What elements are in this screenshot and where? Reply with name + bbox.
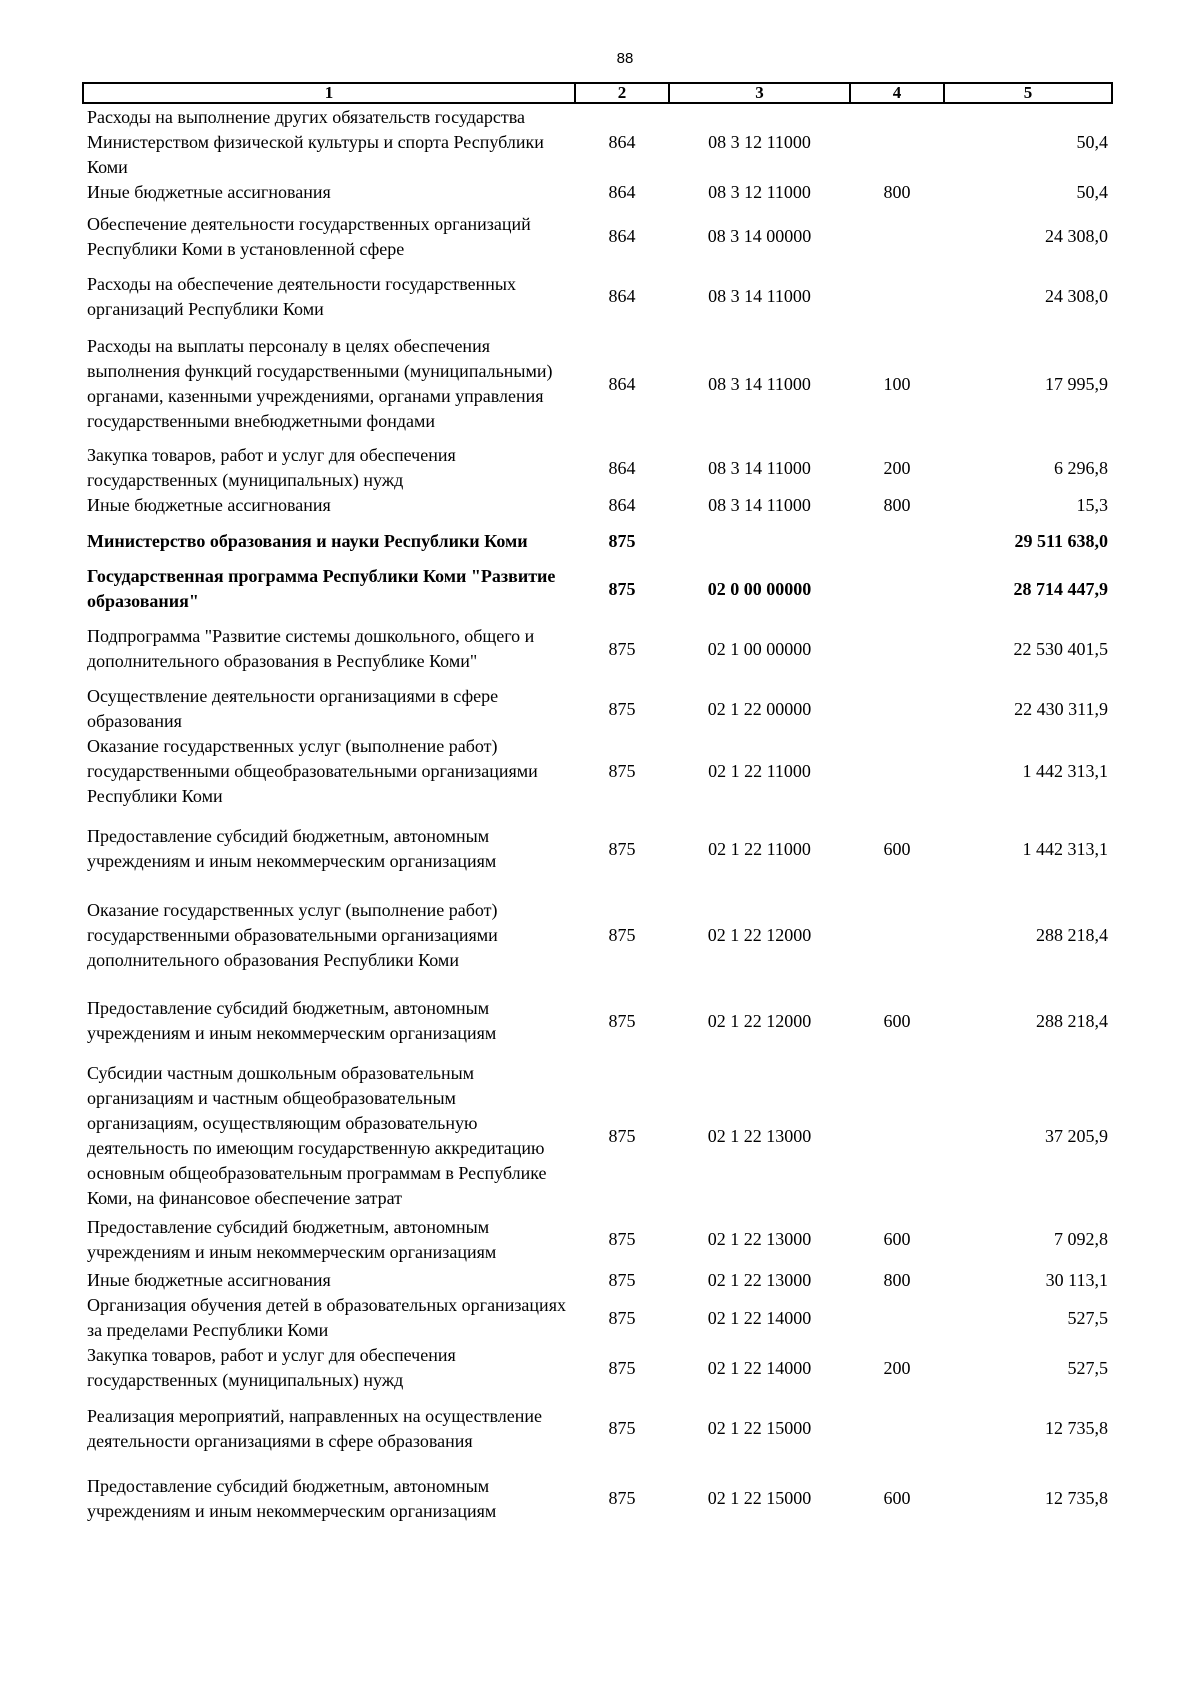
row-name: Оказание государственных услуг (выполнение работ) государственными образовательными организациями дополнительного образования Республики Коми [87,899,498,970]
row-purpose-code: 02 1 22 15000 [707,1418,812,1438]
row-purpose-code: 08 3 12 11000 [708,182,811,202]
row-purpose-code: 08 3 14 11000 [708,457,811,478]
table-row [83,518,1112,564]
row-expense-type [850,734,944,809]
row-ministry-code: 875 [608,924,636,945]
row-name: Субсидии частным дошкольным образовательным организациям и частным общеобразовательным организациям, осуществляющим образовательную деятельность по имеющим государственную аккредитацию основным общеобразовательным программам в Республике Коми, на финансовое обеспечение затрат [87,1063,547,1208]
table-row [83,684,1112,734]
row-expense-type: 200 [883,1357,911,1378]
row-name: Министерство образования и науки Республики Коми [87,530,528,551]
row-expense-type: 600 [883,1010,911,1031]
row-expense-type: 800 [883,495,911,515]
table-row [83,1061,1112,1211]
row-name: Предоставление субсидий бюджетным, автономным учреждениям и иным некоммерческим организациям [87,998,497,1043]
row-expense-type [850,889,944,981]
table-row [83,325,1112,443]
row-amount: 6 296,8 [1054,457,1108,478]
row-name: Государственная программа Республики Коми "Развитие образования" [87,566,556,611]
row-expense-type: 200 [883,457,911,478]
row-purpose-code: 02 1 22 13000 [707,1229,812,1249]
table-row [83,889,1112,981]
row-amount: 24 308,0 [1045,286,1108,306]
row-ministry-code: 875 [608,1229,636,1249]
table-row [83,809,1112,889]
row-name: Реализация мероприятий, направленных на осуществление деятельности организациями в сфере образования [87,1405,543,1451]
row-purpose-code: 08 3 14 00000 [707,226,812,246]
row-ministry-code: 864 [608,286,636,306]
row-amount: 29 511 638,0 [1014,530,1108,551]
row-name: Иные бюджетные ассигнования [87,1270,331,1290]
row-ministry-code: 875 [608,1125,636,1146]
row-amount: 30 113,1 [1045,1270,1108,1290]
row-name: Подпрограмма "Развитие системы дошкольного, общего и дополнительного образования в Республике Коми" [87,626,535,671]
row-amount: 50,4 [1076,182,1108,202]
row-expense-type [850,564,944,614]
row-name: Закупка товаров, работ и услуг для обеспечения государственных (муниципальных) нужд [87,1345,456,1390]
row-amount: 15,3 [1076,495,1108,515]
header-col-name: 1 [83,83,575,103]
row-purpose-code: 02 1 22 11000 [708,838,811,859]
row-amount: 527,5 [1067,1357,1108,1378]
row-purpose-code: 02 1 22 11000 [708,761,811,781]
row-expense-type: 600 [883,1488,911,1508]
table-row [83,1464,1112,1533]
row-name: Оказание государственных услуг (выполнение работ) государственными общеобразовательными организациями Республики Коми [87,736,538,806]
row-ministry-code: 875 [608,530,636,551]
row-amount: 50,4 [1076,131,1108,152]
row-name: Обеспечение деятельности государственных организаций Республики Коми в установленной сфере [87,213,531,259]
table-row [83,205,1112,268]
row-ministry-code: 864 [608,457,636,478]
table-row [83,1211,1112,1268]
row-expense-type [850,614,944,684]
row-purpose-code: 08 3 14 11000 [708,495,811,515]
table-row [83,493,1112,518]
row-amount: 22 430 311,9 [1014,698,1108,719]
table-row [83,614,1112,684]
row-name: Предоставление субсидий бюджетным, автономным учреждениям и иным некоммерческим организациям [87,1216,497,1262]
header-col-amount: 5 [944,83,1112,103]
row-amount: 288 218,4 [1036,924,1108,945]
row-amount: 7 092,8 [1054,1229,1108,1249]
row-ministry-code: 875 [608,578,636,599]
row-ministry-code: 875 [608,638,636,659]
row-amount: 12 735,8 [1045,1418,1108,1438]
table-row [83,180,1112,205]
row-amount: 1 442 313,1 [1022,761,1108,781]
row-expense-type [850,518,944,564]
row-expense-type [850,684,944,734]
row-expense-type [850,268,944,325]
row-expense-type [850,103,944,180]
row-expense-type [850,1393,944,1464]
budget-table [82,82,1113,1533]
row-purpose-code: 02 1 22 14000 [707,1307,812,1328]
row-ministry-code: 864 [608,226,636,246]
table-row [83,103,1112,180]
row-amount: 24 308,0 [1045,226,1108,246]
row-ministry-code: 875 [608,1270,636,1290]
header-col-type: 4 [850,83,944,103]
table-row [83,981,1112,1061]
row-purpose-code: 02 1 22 12000 [707,924,812,945]
row-name: Организация обучения детей в образовательных организациях за пределами Республики Коми [87,1295,566,1340]
row-name: Расходы на обеспечение деятельности государственных организаций Республики Коми [87,273,517,319]
row-amount: 28 714 447,9 [1013,578,1108,599]
table-row [83,443,1112,493]
row-expense-type: 600 [883,1229,911,1249]
row-name: Расходы на выплаты персоналу в целях обеспечения выполнения функций государственными (муниципальными) органами, казенными учреждениями, органами управления государственными внебюджетными фондами [87,336,553,431]
row-purpose-code: 02 1 22 12000 [707,1010,812,1031]
row-expense-type: 800 [883,1270,911,1290]
row-ministry-code: 875 [608,1357,636,1378]
row-purpose-code: 02 1 22 00000 [707,698,812,719]
row-name: Иные бюджетные ассигнования [87,182,331,202]
row-ministry-code: 875 [608,761,636,781]
row-amount: 17 995,9 [1045,373,1108,394]
table-row [83,734,1112,809]
header-col-ministry: 2 [575,83,669,103]
row-amount: 37 205,9 [1045,1125,1108,1146]
row-ministry-code: 864 [608,373,636,394]
row-amount: 527,5 [1067,1307,1108,1328]
row-ministry-code: 875 [608,698,636,719]
table-row [83,1293,1112,1343]
table-row [83,268,1112,325]
row-name: Предоставление субсидий бюджетным, автономным учреждениям и иным некоммерческим организациям [87,1475,497,1521]
row-purpose-code [669,518,850,564]
row-amount: 288 218,4 [1036,1010,1108,1031]
row-expense-type: 800 [883,182,911,202]
row-ministry-code: 875 [608,1488,636,1508]
row-expense-type: 600 [883,838,911,859]
row-purpose-code: 02 0 00 00000 [707,578,812,599]
row-name: Иные бюджетные ассигнования [87,495,331,515]
row-purpose-code: 08 3 14 11000 [708,373,811,394]
row-expense-type: 100 [883,373,911,394]
row-ministry-code: 875 [608,1307,636,1328]
row-purpose-code: 02 1 00 00000 [707,638,812,659]
row-name: Расходы на выполнение других обязательств государства Министерством физической культуры и спорта Республики Коми [87,106,544,177]
header-col-purpose: 3 [669,83,850,103]
row-purpose-code: 02 1 22 15000 [707,1488,812,1508]
row-ministry-code: 875 [608,838,636,859]
row-amount: 22 530 401,5 [1013,638,1108,659]
row-ministry-code: 875 [608,1010,636,1031]
row-ministry-code: 864 [608,131,636,152]
row-purpose-code: 08 3 14 11000 [708,286,811,306]
table-row [83,1393,1112,1464]
row-name: Осуществление деятельности организациями в сфере образования [87,686,499,731]
row-expense-type [850,1061,944,1211]
table-row [83,1343,1112,1393]
table-row [83,564,1112,614]
row-amount: 1 442 313,1 [1022,838,1108,859]
row-ministry-code: 864 [608,182,636,202]
row-purpose-code: 02 1 22 13000 [707,1270,812,1290]
table-row [83,1268,1112,1293]
row-ministry-code: 864 [608,495,636,515]
row-purpose-code: 02 1 22 14000 [707,1357,812,1378]
header-row [83,83,1112,103]
row-amount: 12 735,8 [1045,1488,1108,1508]
row-purpose-code: 08 3 12 11000 [708,131,811,152]
page-number: 88 [616,50,634,67]
row-name: Предоставление субсидий бюджетным, автономным учреждениям и иным некоммерческим организациям [87,826,497,871]
row-purpose-code: 02 1 22 13000 [707,1125,812,1146]
row-ministry-code: 875 [608,1418,636,1438]
row-expense-type [850,1293,944,1343]
row-expense-type [850,205,944,268]
row-name: Закупка товаров, работ и услуг для обеспечения государственных (муниципальных) нужд [87,445,456,490]
